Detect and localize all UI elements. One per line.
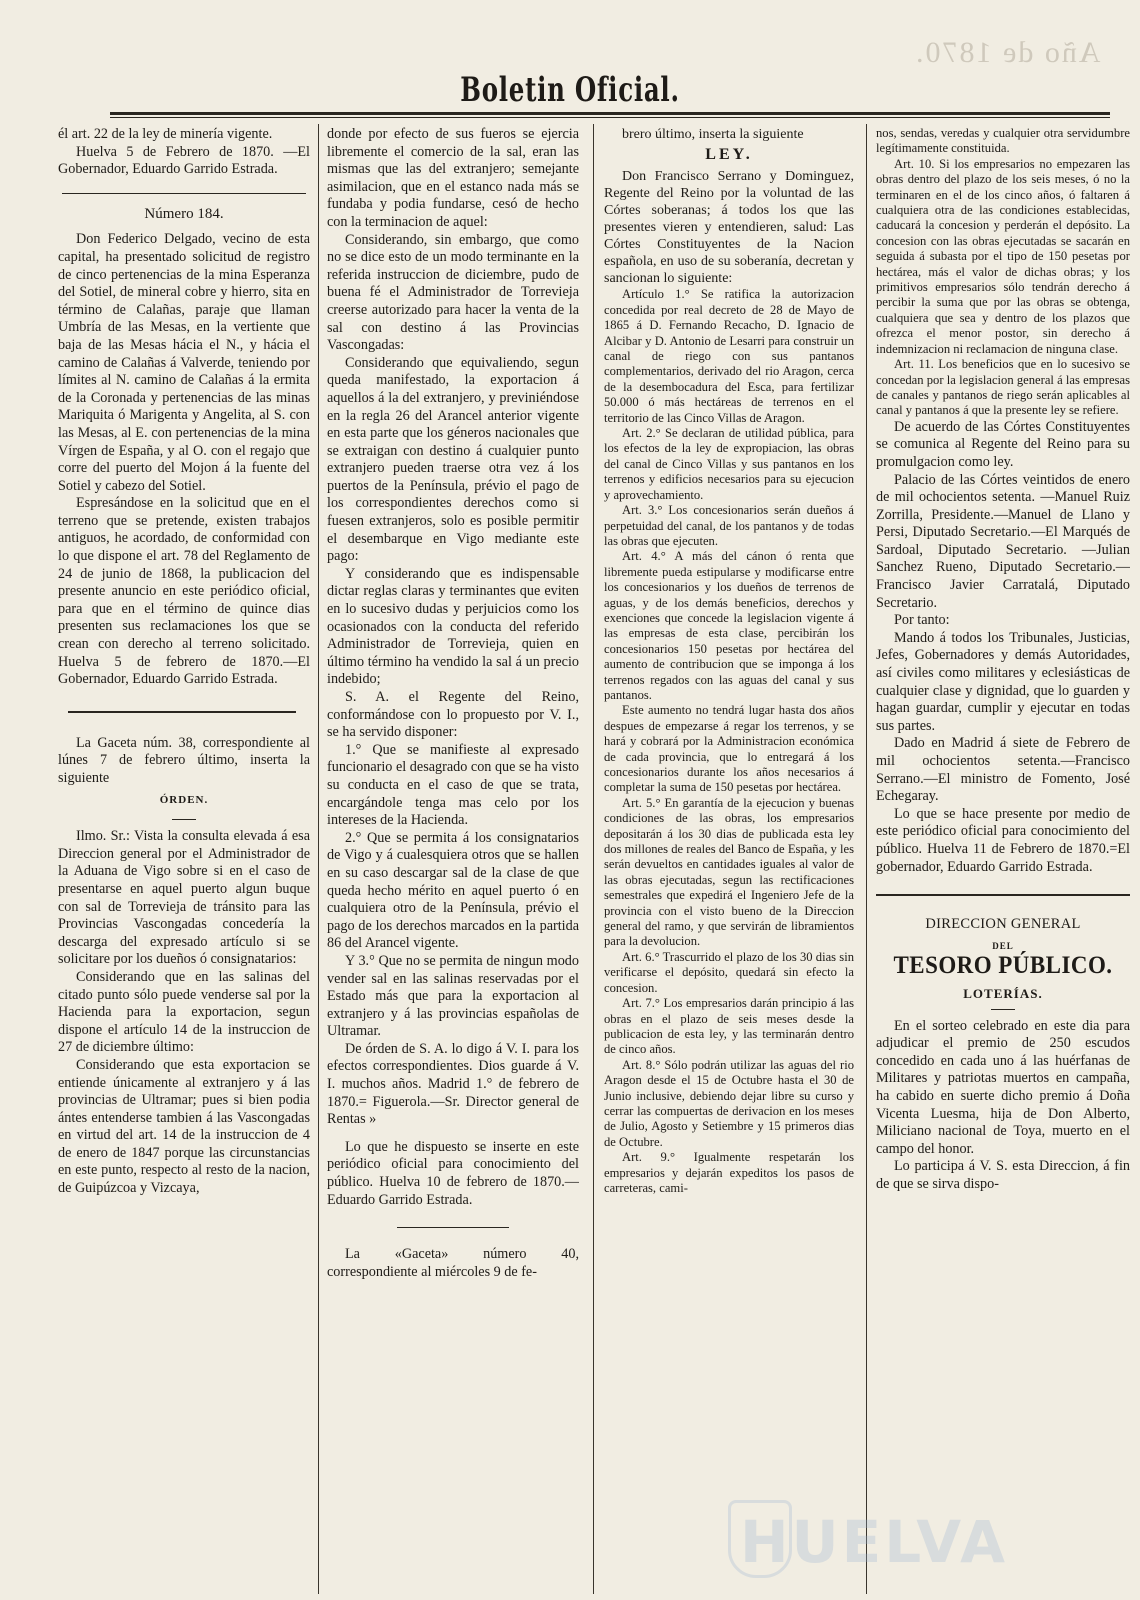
section-heading: LOTERÍAS. [963,985,1043,1001]
paragraph: 2.° Que se permita á los consignatarios de Vigo y á cualesquiera otros que se hallen en su caso descargar sal de la clase de que queda hecho mérito en aquel puerto ó en cualquiera otro de la Península, prévio el pago de los derechos marcados en la partida 86 del Arancel vigente. [327,829,579,952]
paragraph: donde por efecto de sus fueros se ejercia libremente el comercio de la sal, eran las mismas que las del extranjero; semejante asimilacion, que en el estanco nada más se fundaba y podia fundarse, cesó de hecho con la terminacion de aquel: [327,126,579,230]
paragraph: Y considerando que es indispensable dictar reglas claras y terminantes que eviten en lo sucesivo dudas y perjuicios como los ocasionados con la conducta del referido Administrador de Torrevieja, quien en último término ha vendido la sal á un precio indebido; [327,565,579,688]
watermark: HUELVA [740,1508,1009,1576]
paragraph: Espresándose en la solicitud que en el terreno que se pretende, existen trabajos antiguos, he acordado, de conformidad con lo que dispone el art. 78 del Reglamento de 24 de junio de 1868, la publicacion del presente anuncio en este periódico oficial, para que en el término de quince dias presenten sus reclamaciones los que se crean con derecho al terreno solicitado. Huelva 5 de febrero de 1870.—El Gobernador, Eduardo Garrido Estrada. [58,495,310,688]
paragraph: Considerando que esta exportacion se entiende únicamente al extranjero y á las provincias de Ultramar; pues si bien podia ántes entenderse tambien á las Vascongadas en virtud del art. 14 de la instruccion de 4 de enero de 1847 porque las circunstancias en este punto, respecto al resto de la nacion, de Guipúzcoa y Vizcaya, [58,1056,310,1197]
paragraph: Por tanto: [894,612,950,629]
paragraph: Dado en Madrid á siete de Febrero de mil ochocientos setenta.—Francisco Serrano.—El ministro de Fomento, José Echegaray. [876,735,1130,805]
section-heading: LEY. [705,146,753,163]
paragraph: Huelva 5 de Febrero de 1870. —El Gobernador, Eduardo Garrido Estrada. [58,143,310,178]
paragraph: Art. 7.° Los empresarios darán principio á las obras en el plazo de seis meses desde la publicacion de esta ley, y las terminarán dentro de cinco años. [604,996,854,1057]
paragraph: De órden de S. A. lo digo á V. I. para los efectos correspondientes. Dios guarde á V. I. muchos años. Madrid 1.° de febrero de 1870.= Figuerola.—Sr. Director general de Rentas » [327,1040,579,1128]
section-divider [62,193,306,194]
section-heading: TESORO PÚBLICO. [893,952,1113,980]
ghost-year: Año de 1870. [913,36,1100,69]
paragraph: En el sorteo celebrado en este dia para adjudicar el premio de 250 escudos concedido en cada uno á las huérfanas de Militares y patriotas muertos en campaña, ha cabido en suerte dicho premio á Doña Vicenta Luesma, hija de Don Alberto, Miliciano nacional de Toya, muerto en el campo del honor. [876,1017,1130,1157]
column-divider [318,124,319,1594]
paragraph: Art. 4.° A más del cánon ó renta que libremente pueda estipularse y modificarse entre los concesionarios y los dueños de terrenos de aguas, y de los demás beneficios, derechos y exenciones que concede la legislacion vigente á las empresas de esta clase, percibirán los concesionarios 150 pesetas por hectárea del aumento de contribucion que se imponga á los terrenos regados con las aguas del canal y sus pantanos. [604,549,854,702]
paragraph: Considerando que en las salinas del citado punto sólo puede venderse sal por la Hacienda para la exportacion, segun dispone el artículo 14 de la instruccion de 27 de diciembre último: [58,968,310,1056]
paragraph: Considerando, sin embargo, que como no se dice esto de un modo terminante en la referida instruccion de diciembre, pudo de buena fé el Administrador de Torrevieja creerse autorizado para hacer la venta de la sal con destino á las Provincias Vascongadas: [327,231,579,354]
paragraph: Artículo 1.° Se ratifica la autorizacion concedida por real decreto de 28 de Mayo de 1865 á D. Fernando Recacho, D. Ignacio de Alcibar y D. Antonio de Lesarri para construir un canal de riego con sus pantanos complementarios, derivado del rio Aragon, cerca de la desembocadura del Esca, para fertilizar 50.000 ó más hectáreas de terrenos en el territorio de las Cinco Villas de Aragon. [604,287,854,425]
column-3 [604,126,854,1591]
section-divider [876,894,1130,896]
paragraph: Lo que se hace presente por medio de este periódico oficial para conocimiento del público. Huelva 11 de Febrero de 1870.=El gobernador, Eduardo Garrido Estrada. [876,805,1130,875]
paragraph: Art. 5.° En garantía de la ejecucion y buenas condiciones de las obras, los empresarios depositarán á los 30 dias de publicada esta ley dos millones de reales del Banco de España, y les serán devueltos en cantidades iguales al valor de las obras ejecutadas, segun las rectificaciones semestrales que expedirá el Ingeniero Jefe de la provincia con el visto bueno de la Direccion general del ramo, y que servirán de libramientos para la devolucion. [604,795,854,949]
paragraph: Considerando que equivaliendo, segun queda manifestado, la exportacion á aquellos á la del extranjero, y previniéndose en la regla 26 del Arancel anterior vigente en esta parte que los géneros nacionales que se extraigan con destino á cualquier punto extranjero pueden traerse otra vez á los puertos de la Península, prévio el pago de los correspondientes derechos como si fuesen extranjeros, solo es posible permitir el desembarque en Vigo mediante este pago: [327,354,579,565]
paragraph: nos, sendas, veredas y cualquier otra servidumbre legítimamente constituida. [876,126,1130,156]
paragraph: La «Gaceta» número 40, correspondiente al miércoles 9 de fe- [327,1246,579,1280]
column-divider [593,124,594,1594]
paragraph: él art. 22 de la ley de minería vigente. [58,126,273,142]
section-heading: ÓRDEN. [159,793,209,806]
paragraph: De acuerdo de las Córtes Constituyentes se comunica al Regente del Reino para su promulgacion como ley. [876,418,1130,470]
paragraph: Lo participa á V. S. esta Direccion, á fin de que se sirva dispo- [876,1158,1130,1192]
masthead-title: Boletin Oficial. [460,70,680,110]
paragraph: Y 3.° Que no se permita de ningun modo vender sal en las salinas reservadas por el Estado más que para la exportacion al extranjero y á las provincias españolas de Ultramar. [327,952,579,1040]
top-rule-thin [110,117,1110,118]
paragraph: Art. 10. Si los empresarios no empezaren las obras dentro del plazo de los seis meses, ó no la terminaren en el de los cinco años, ó faltaren á cualquiera otra de las condiciones establecidas, caducará la concesion y perderán el depósito. La concesion con las obras ejecutadas se sacarán en seguida á subasta por el tipo de 150 pesetas por hectárea, más el valor de dichas obras; y los primitivos empresarios sólo tendrán derecho á percibir la suma que por las obras se obtenga, cualquiera que sea y dentro de los plazos que ofrezca el menor postor, sin derecho á indemnizacion ni reclamacion de ninguna clase. [876,156,1130,356]
paragraph: Palacio de las Córtes veintidos de enero de mil ochocientos setenta. —Manuel Ruiz Zorrilla, Presidente.—Manuel de Llano y Persi, Diputado Secretario.—El Marqués de Sardoal, Diputado Secretario. —Julian Sanchez Rueno, Diputado Secretario.—Francisco Javier Carratalá, Diputado Secretario. [876,471,1130,611]
paragraph: La Gaceta núm. 38, correspondiente al lúnes 7 de febrero último, inserta la siguiente [58,734,310,786]
section-divider [397,1227,509,1228]
paragraph: Este aumento no tendrá lugar hasta dos años despues de empezarse á regar los terrenos, y se hará y cobrará por la Administracion económica de cada provincia, que lo entregará á los concesionarios durante los años necesarios á completar la suma de 150 pesetas por hectárea. [604,703,854,795]
paragraph: Lo que he dispuesto se inserte en este periódico oficial para conocimiento del público. Huelva 10 de febrero de 1870.—Eduardo Garrido Estrada. [327,1138,579,1208]
paragraph: Art. 2.° Se declaran de utilidad pública, para los efectos de la ley de expropiacion, las obras del canal de Cinco Villas y sus pantanos en los terrenos y edificios necesarios para su ejecucion y aprovechamiento. [604,426,854,502]
paragraph: brero último, inserta la siguiente [622,127,804,142]
paragraph: Don Federico Delgado, vecino de esta capital, ha presentado solicitud de registro de cinco pertenencias de la mina Esperanza del Sotiel, de mineral cobre y hierro, sita en término de Calañas, paraje que llaman Umbría de las Mesas, en la vertiente que baja de las Mesas hácia el N., y hácia el camino de Calañas á Valverde, teniendo por límites al N. camino de Calañas á la ermita de la Coronada y pertenencias de las minas Mariquita ó Marigenta y Angelita, al S. con las Mesas, al E. con pertenencias de la mina Vírgen de España, y al O. con el regajo que corre del puerto del Mojon á la fuente del Sotiel y cabezo del Sotiel. [58,231,310,494]
short-rule [172,819,196,820]
column-4 [876,126,1130,1591]
section-divider [68,711,296,713]
paragraph: Ilmo. Sr.: Vista la consulta elevada á esa Direccion general por el Administrador de la Aduana de Vigo sobre si en el caso de presentarse en aquel puerto algun buque con sal de Torrevieja de tránsito para las Provincias Vascongadas concedería la descarga del expresado artículo si se solicitare por los dueños ó consignatarios: [58,828,310,968]
column-2 [327,126,579,1591]
paragraph: Art. 11. Los beneficios que en lo sucesivo se concedan por la legislacion general á las empresas de canales y pantanos de riego serán aplicables al canal y pantanos á que la presente ley se refiere. [876,357,1130,418]
paragraph: Art. 8.° Sólo podrán utilizar las aguas del rio Aragon desde el 15 de Octubre hasta el 30 de Junio inclusive, debiendo dejar libre su curso y cerrar las compuertas de derivacion en los meses de Julio, Agosto y Setiembre y 15 primeros dias de Octubre. [604,1057,854,1149]
paragraph: 1.° Que se manifieste al expresado funcionario el desagrado con que se ha visto su conducta en el caso de que se trata, encargándole tenga mas celo por los intereses de la Hacienda. [327,741,579,829]
section-heading: DIRECCION GENERAL [925,916,1081,933]
paragraph: Don Francisco Serrano y Dominguez, Regente del Reino por la voluntad de las Córtes soberanas; á todos los que las presentes vieren y entendieren, salud: Las Córtes Constituyentes de la Nacion española, en uso de su soberanía, decretan y sancionan lo siguiente: [604,169,854,287]
paragraph: Mando á todos los Tribunales, Justicias, Jefes, Gobernadores y demás Autoridades, así civiles como militares y eclesiásticas de cualquier clase y dignidad, que lo guarden y hagan guardar, cumplir y ejecutar en todas sus partes. [876,629,1130,734]
column-1 [58,126,310,1591]
section-heading: DEL [992,940,1014,951]
paragraph: S. A. el Regente del Reino, conformándose con lo propuesto por V. I., se ha servido disponer: [327,689,579,741]
paragraph: Art. 9.° Igualmente respetarán los empresarios y dejarán expeditos los pasos de carreteras, cami- [604,1150,854,1195]
short-rule [991,1009,1015,1010]
paragraph: Art. 6.° Trascurrido el plazo de los 30 dias sin verificarse el depósito, quedará sin efecto la concesion. [604,949,854,995]
column-divider [866,124,867,1594]
paragraph: Art. 3.° Los concesionarios serán dueños á perpetuidad del canal, de los pantanos y de todas las obras que ejecuten. [604,503,854,548]
section-heading: Número 184. [144,205,224,222]
top-rule [110,112,1110,115]
